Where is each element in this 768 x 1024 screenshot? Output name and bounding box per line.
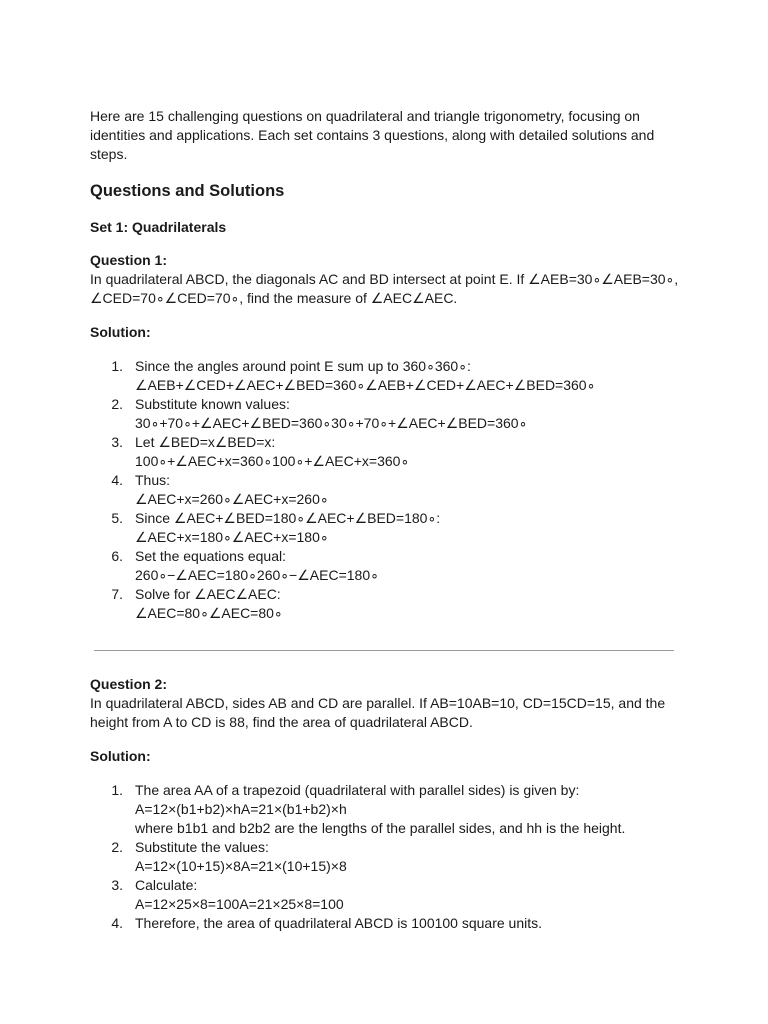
step-text: Since the angles around point E sum up to 360∘360∘: (135, 358, 471, 374)
question-2-text: In quadrilateral ABCD, sides AB and CD are parallel. If AB=10AB=10, CD=15CD=15, and the height from A to CD is 88, find the area of quadrilateral ABCD. (90, 695, 666, 730)
step-math: 100∘+∠AEC+x=360∘100∘+∠AEC+x=360∘ (135, 453, 410, 469)
step-math: A=12×(b1+b2)×hA=21×(b1+b2)×h (135, 801, 347, 817)
solution-step (90, 876, 680, 914)
document-content (90, 107, 680, 933)
solution-step (90, 471, 680, 509)
step-text: The area AA of a trapezoid (quadrilateral with parallel sides) is given by: (135, 782, 580, 798)
solution-step (90, 781, 680, 838)
question-1-title: Question 1: (90, 252, 168, 268)
step-number: 6. (111, 548, 123, 564)
step-number: 1. (111, 358, 123, 374)
step-text: Substitute the values: (135, 839, 269, 855)
step-text: Calculate: (135, 877, 198, 893)
step-note: where b1b1 and b2b2 are the lengths of the parallel sides, and hh is the height. (135, 820, 626, 836)
question-2 (90, 675, 680, 732)
step-text: Thus: (135, 472, 171, 488)
step-math: 30∘+70∘+∠AEC+∠BED=360∘30∘+70∘+∠AEC+∠BED=360∘ (135, 415, 528, 431)
step-number: 7. (111, 586, 123, 602)
step-math: ∠AEB+∠CED+∠AEC+∠BED=360∘∠AEB+∠CED+∠AEC+∠BED=360∘ (135, 377, 596, 393)
solution-step (90, 357, 680, 395)
step-text: Solve for ∠AEC∠AEC: (135, 586, 281, 602)
step-math: ∠AEC=80∘∠AEC=80∘ (135, 605, 283, 621)
solution-step (90, 547, 680, 585)
step-math: ∠AEC+x=260∘∠AEC+x=260∘ (135, 491, 329, 507)
step-math: A=12×25×8=100A=21×25×8=100 (135, 896, 344, 912)
solution-step (90, 914, 680, 933)
solution-2-steps (90, 781, 680, 933)
step-text: Set the equations equal: (135, 548, 287, 564)
step-number: 2. (111, 396, 123, 412)
set-title: Set 1: Quadrilaterals (90, 219, 227, 235)
step-text: Therefore, the area of quadrilateral ABCD is 100100 square units. (135, 915, 543, 931)
solution-1-steps (90, 357, 680, 623)
step-number: 3. (111, 877, 123, 893)
step-number: 3. (111, 434, 123, 450)
step-math: A=12×(10+15)×8A=21×(10+15)×8 (135, 858, 347, 874)
solution-step (90, 585, 680, 623)
section-divider (94, 650, 674, 651)
step-number: 4. (111, 915, 123, 931)
step-number: 5. (111, 510, 123, 526)
solution-step (90, 838, 680, 876)
step-math: ∠AEC+x=180∘∠AEC+x=180∘ (135, 529, 329, 545)
step-text: Let ∠BED=x∠BED=x: (135, 434, 276, 450)
solution-2-label: Solution: (90, 748, 151, 764)
step-number: 4. (111, 472, 123, 488)
question-1 (90, 251, 680, 308)
step-text: Since ∠AEC+∠BED=180∘∠AEC+∠BED=180∘: (135, 510, 441, 526)
step-math: 260∘−∠AEC=180∘260∘−∠AEC=180∘ (135, 567, 379, 583)
solution-1-label: Solution: (90, 324, 151, 340)
solution-step (90, 509, 680, 547)
step-text: Substitute known values: (135, 396, 290, 412)
intro-paragraph: Here are 15 challenging questions on quadrilateral and triangle trigonometry, focusing on identities and applications. Each set contains 3 questions, along with detailed solutions and steps. (90, 108, 655, 162)
solution-step (90, 433, 680, 471)
section-title: Questions and Solutions (90, 182, 285, 200)
question-1-text: In quadrilateral ABCD, the diagonals AC and BD intersect at point E. If ∠AEB=30∘∠AEB=30∘, ∠CED=70∘∠CED=70∘, find the measure of ∠AEC∠AEC. (90, 271, 679, 306)
question-2-title: Question 2: (90, 676, 168, 692)
step-number: 2. (111, 839, 123, 855)
solution-step (90, 395, 680, 433)
step-number: 1. (111, 782, 123, 798)
